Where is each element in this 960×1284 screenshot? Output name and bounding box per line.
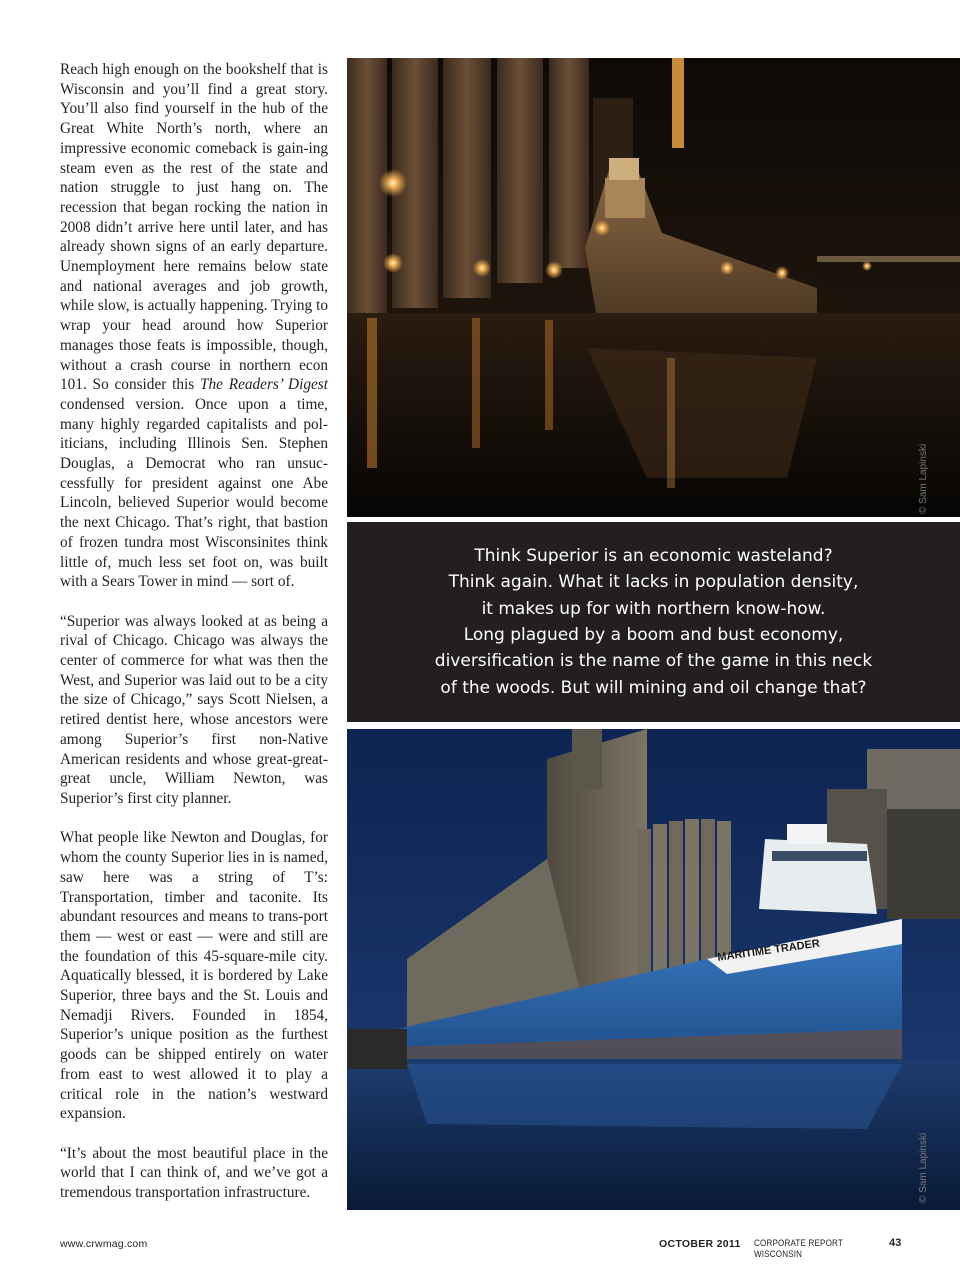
photo-night-harbor bbox=[347, 58, 960, 517]
photo-credit-bottom: © Sam Lapinski bbox=[918, 1132, 929, 1203]
pull-quote bbox=[347, 522, 960, 722]
issue-date: OCTOBER 2011 bbox=[659, 1238, 741, 1250]
website-link[interactable]: www.crwmag.com bbox=[60, 1238, 148, 1250]
ship-name-text: MARITIME TRADER bbox=[716, 937, 821, 964]
publication-title: The Readers’ Digest bbox=[200, 376, 328, 394]
freighter-image bbox=[347, 729, 960, 1210]
page-number: 43 bbox=[889, 1237, 902, 1249]
paragraph-1: Reach high enough on the bookshelf that is Wisconsin and you’ll find a great story. You’ll also find yourself in the hub of the Great White North’s north, where an impressive economic comeback is gain-ing steam even as the rest of the state and nation struggle to just hang on. The recession that began rocking the nation in 2008 didn’t arrive here until later, and has already shown signs of an early departure. Unemployment here remains below state and national averages and job growth, while slow, is actually happening. Trying to wrap your head around how Superior manages those feats is impossible, though, without a crash course in northern econ 101. So consider this The Readers’ Digest condensed version. Once upon a time, many highly regarded capitalists and pol-iticians, including Illinois Sen. Stephen Douglas, a Democrat who ran unsuc-cessfully for president against one Abe Lincoln, believed Superior would become the next Chicago. That’s right, that bastion of frozen tundra most Wisconsinites think little of, much less set foot on, was built with a Sears Tower in mind — sort of. bbox=[60, 61, 328, 591]
article-body bbox=[60, 60, 328, 1203]
pull-quote-text: Think Superior is an economic wasteland? Think again. What it lacks in population density, it makes up for with northern know-how. Long plagued by a boom and bust economy, diversification is the name of the game in this neck of the woods. But will mining and oil change that? bbox=[434, 545, 873, 698]
night-harbor-image bbox=[347, 58, 960, 517]
magazine-name: CORPORATE REPORT WISCONSIN bbox=[754, 1238, 843, 1260]
photo-credit-top: © Sam Lapinski bbox=[918, 443, 929, 514]
paragraph-3: What people like Newton and Douglas, for whom the county Superior lies in is named, saw here was a string of T’s: Transportation, timber and taconite. Its abundant resources and means to trans-port them — west or east — were and still are the foundation of this 45-square-mile city. Aquatically blessed, it is bordered by Lake Superior, three bays and the St. Louis and Nemadji Rivers. Founded in 1854, Superior’s unique position as the furthest goods can be shipped entirely on water from east to west allowed it to play a critical role in the nation’s westward expansion. bbox=[60, 829, 329, 1123]
paragraph-4: “It’s about the most beautiful place in the world that I can think of, and we’ve got a tremendous transportation infrastructure. bbox=[60, 1144, 329, 1202]
page-footer bbox=[60, 1236, 902, 1260]
photo-maritime-trader bbox=[347, 729, 960, 1210]
paragraph-2: “Superior was always looked at as being a rival of Chicago. Chicago was always the center of commerce for what was then the West, and Superior was laid out to be a city the size of Chicago,” says Scott Nielsen, a retired dentist here, whose ancestors were among Superior’s first non-Native American residents and whose great-great-great uncle, William Newton, was Superior’s first city planner. bbox=[60, 612, 329, 807]
